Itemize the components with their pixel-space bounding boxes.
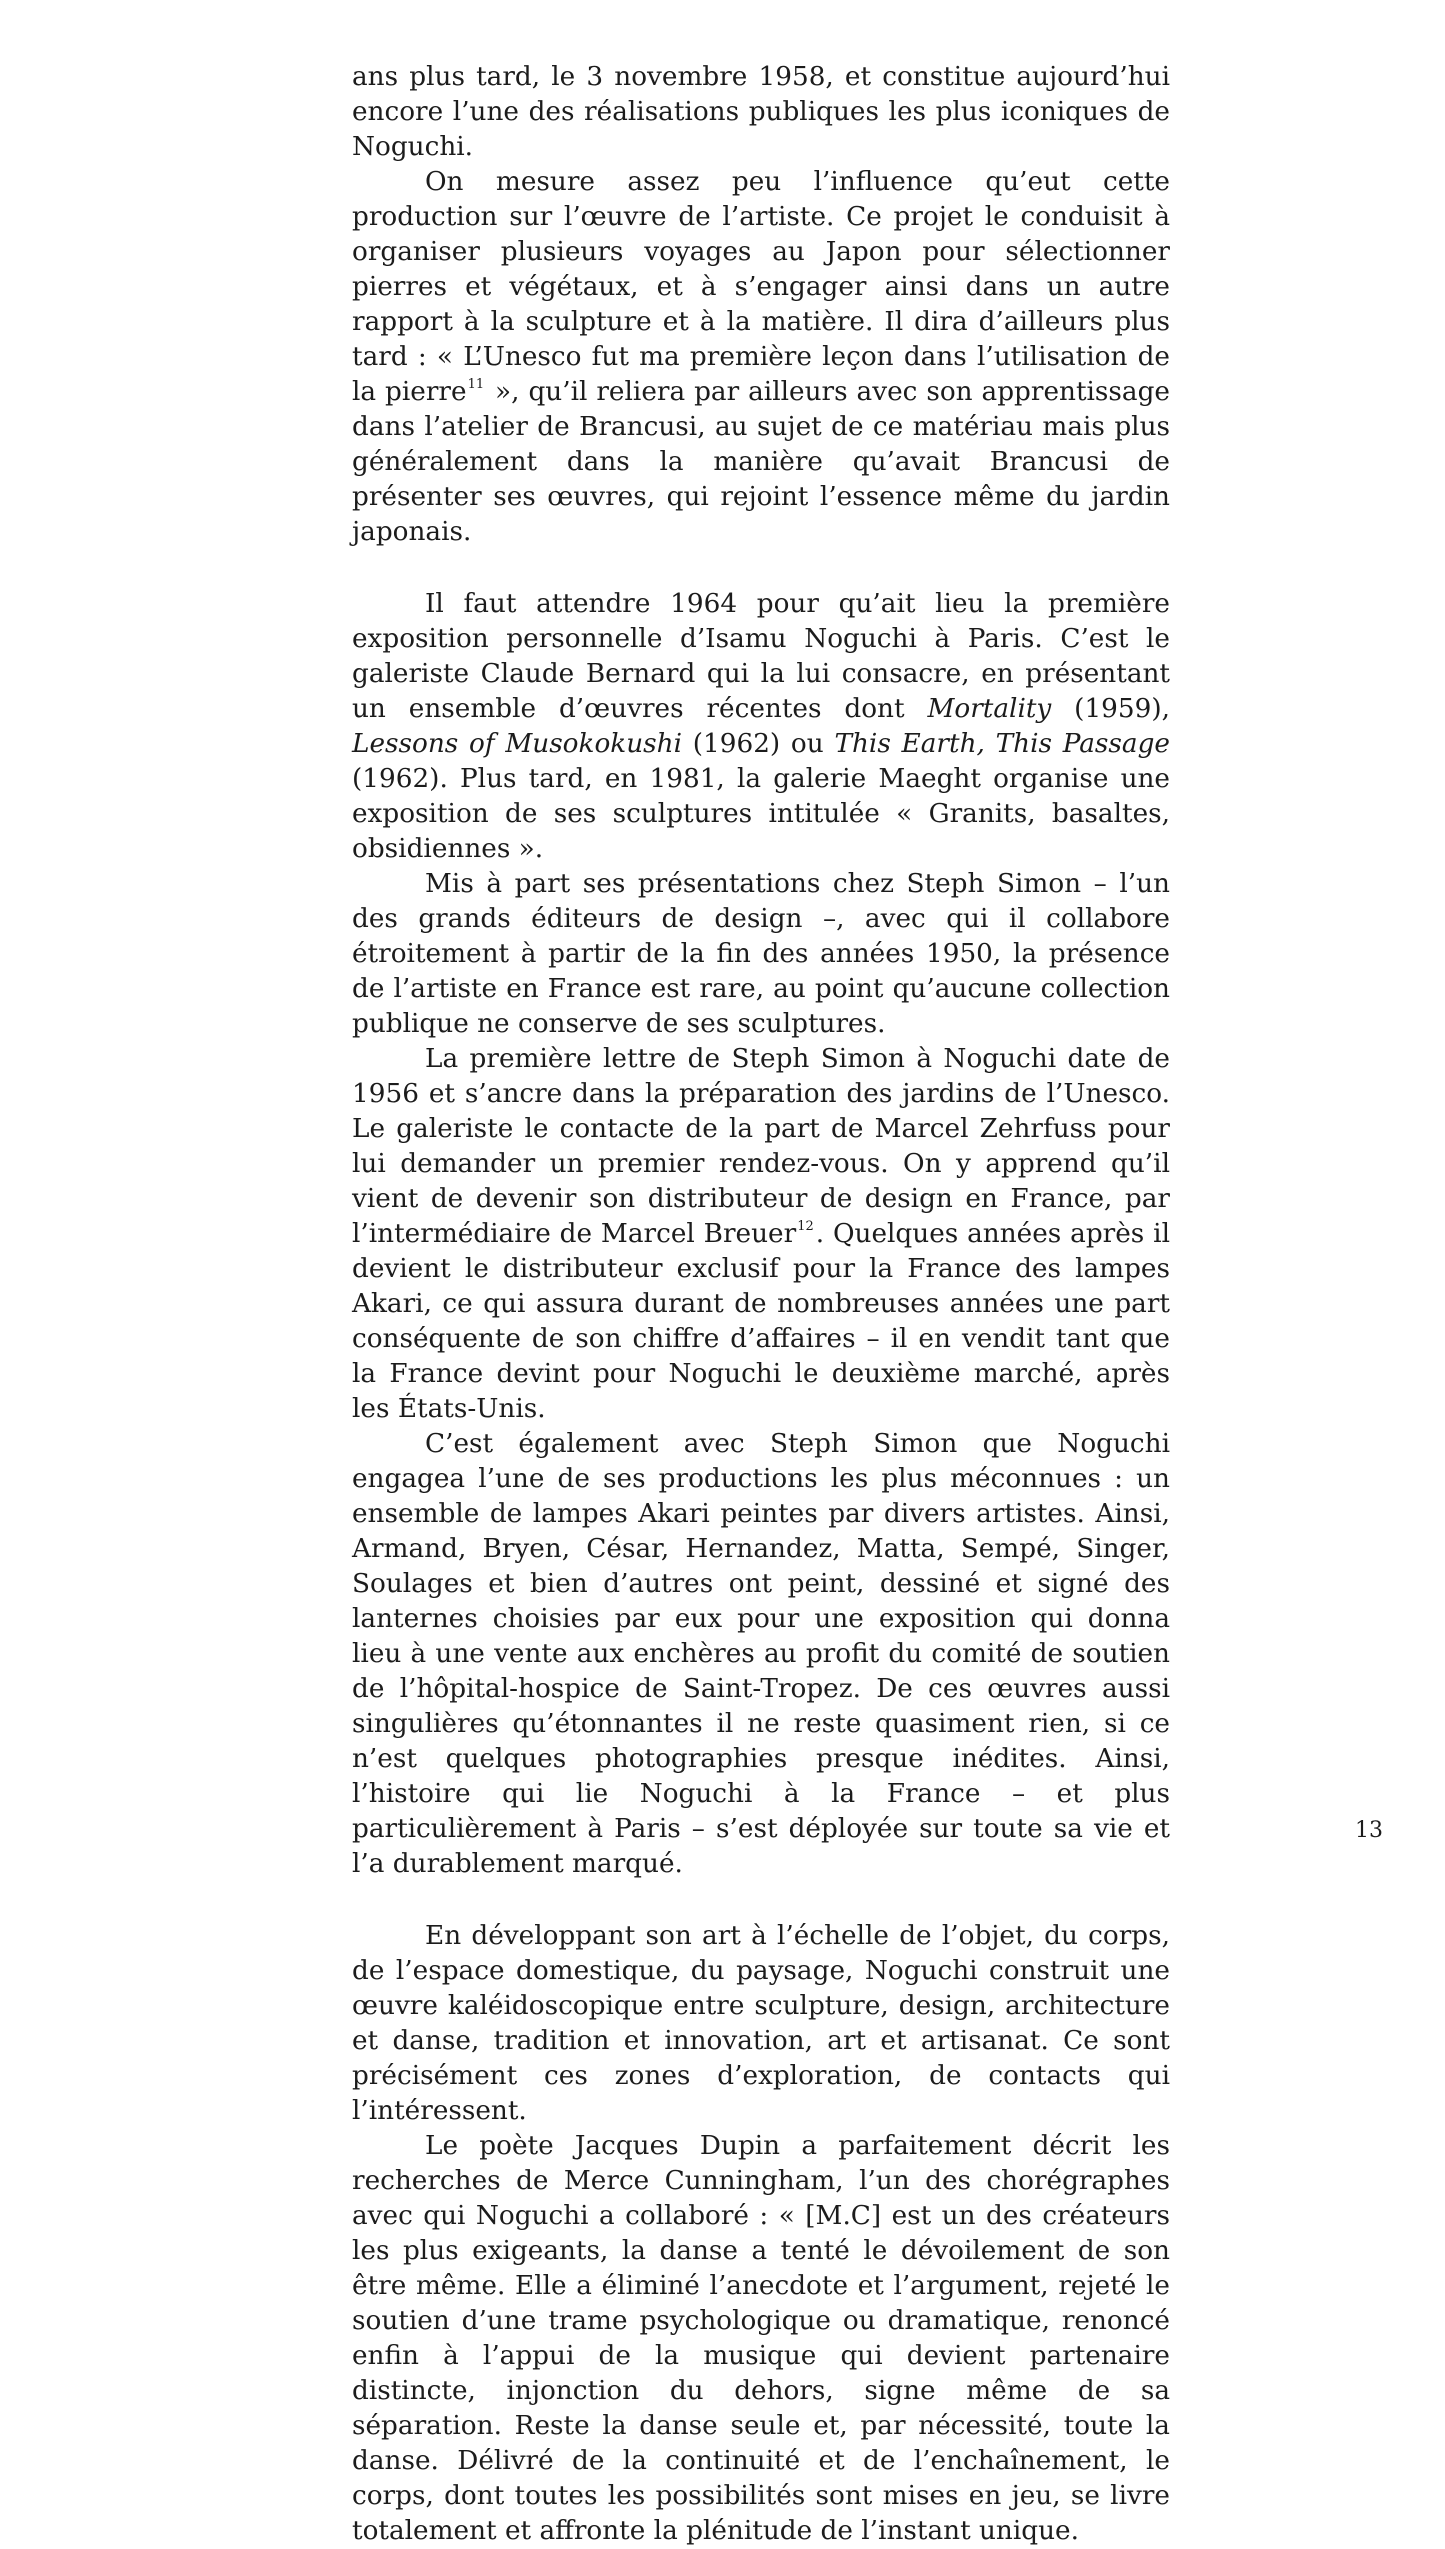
paragraph-continuation	[352, 60, 1170, 165]
paragraph-akari-lamps	[352, 1427, 1170, 1882]
artwork-title: Mortality	[927, 694, 1052, 724]
text-run: (1959),	[1051, 694, 1170, 724]
text-run: (1962) ou	[682, 729, 835, 759]
paragraph-first-paris-exhibition	[352, 587, 1170, 867]
text-run: Le poète Jacques Dupin a parfaitement décrit les recherches de Merce Cunningham, l’un des chorégraphes avec qui Noguchi a collaboré : « [M.C] est un des créateurs les plus exigeants, la danse a tenté le dévoilement de son être même. Elle a éliminé l’anecdote et l’argument, rejeté le soutien d’une trame psychologique ou dramatique, renoncé enfin à l’appui de la musique qui devient partenaire distincte, injonction du dehors, signe même de sa séparation. Reste la danse seule et, par nécessité, toute la danse. Délivré de la continuité et de l’enchaînement, le corps, dont toutes les possibilités sont mises en jeu, se livre totalement et affronte la plénitude de l’instant unique.	[352, 2131, 1170, 2546]
footnote-reference: 11	[467, 377, 485, 393]
text-run: La première lettre de Steph Simon à Noguchi date de 1956 et s’ancre dans la préparation des jardins de l’Unesco. Le galeriste le contacte de la part de Marcel Zehrfuss pour lui demander un premier rendez-vous. On y apprend qu’il vient de devenir son distributeur de design en France, par l’intermédiaire de Marcel Breuer	[352, 1044, 1170, 1249]
text-run: ans plus tard, le 3 novembre 1958, et constitue aujourd’hui encore l’une des réalisations publiques les plus iconiques de Noguchi.	[352, 62, 1170, 162]
text-run: C’est également avec Steph Simon que Noguchi engagea l’une de ses productions les plus méconnues : un ensemble de lampes Akari peintes par divers artistes. Ainsi, Armand, Bryen, César, Hernandez, Matta, Sempé, Singer, Soulages et bien d’autres ont peint, dessiné et signé des lanternes choisies par eux pour une exposition qui donna lieu à une vente aux enchères au profit du comité de soutien de l’hôpital-hospice de Saint-Tropez. De ces œuvres aussi singulières qu’étonnantes il ne reste quasiment rien, si ce n’est quelques photographies presque inédites. Ainsi, l’histoire qui lie Noguchi à la France – et plus particulièrement à Paris – s’est déployée sur toute sa vie et l’a durablement marqué.	[352, 1429, 1170, 1879]
text-run: En développant son art à l’échelle de l’objet, du corps, de l’espace domestique, du paysage, Noguchi construit une œuvre kaléidoscopique entre sculpture, design, architecture et danse, tradition et innovation, art et artisanat. Ce sont précisément ces zones d’exploration, de contacts qui l’intéressent.	[352, 1921, 1170, 2126]
paragraph-steph-simon-letter	[352, 1042, 1170, 1427]
text-run: (1962). Plus tard, en 1981, la galerie Maeght organise une exposition de ses sculptures intitulée « Granits, basaltes, obsidiennes ».	[352, 764, 1170, 864]
text-run: Mis à part ses présentations chez Steph Simon – l’un des grands éditeurs de design –, avec qui il collabore étroitement à partir de la fin des années 1950, la présence de l’artiste en France est rare, au point qu’aucune collection publique ne conserve de ses sculptures.	[352, 869, 1170, 1039]
paragraph-unesco-influence	[352, 165, 1170, 550]
paragraph-jacques-dupin-quote	[352, 2129, 1170, 2549]
footnote-reference: 12	[797, 1219, 814, 1235]
text-column	[352, 60, 1170, 2549]
page-number: 13	[1355, 1818, 1383, 1843]
paragraph-steph-simon-presentations	[352, 867, 1170, 1042]
text-run: Il faut attendre 1964 pour qu’ait lieu la première exposition personnelle d’Isamu Noguchi à Paris. C’est le galeriste Claude Bernard qui la lui consacre, en présentant un ensemble d’œuvres récentes dont	[352, 589, 1170, 724]
artwork-title: Lessons of Musokokushi	[352, 729, 682, 759]
text-run: On mesure assez peu l’influence qu’eut cette production sur l’œuvre de l’artiste. Ce projet le conduisit à organiser plusieurs voyages au Japon pour sélectionner pierres et végétaux, et à s’engager ainsi dans un autre rapport à la sculpture et à la matière. Il dira d’ailleurs plus tard : « L’Unesco fut ma première leçon dans l’utilisation de la pierre	[352, 167, 1170, 407]
text-run: . Quelques années après il devient le distributeur exclusif pour la France des lampes Akari, ce qui assura durant de nombreuses années une part conséquente de son chiffre d’affaires – il en vendit tant que la France devint pour Noguchi le deuxième marché, après les États-Unis.	[352, 1219, 1170, 1424]
text-run: », qu’il reliera par ailleurs avec son apprentissage dans l’atelier de Brancusi, au sujet de ce matériau mais plus généralement dans la manière qu’avait Brancusi de présenter ses œuvres, qui rejoint l’essence même du jardin japonais.	[352, 377, 1170, 547]
paragraph-kaleidoscopic-work	[352, 1919, 1170, 2129]
artwork-title: This Earth, This Passage	[834, 729, 1170, 759]
